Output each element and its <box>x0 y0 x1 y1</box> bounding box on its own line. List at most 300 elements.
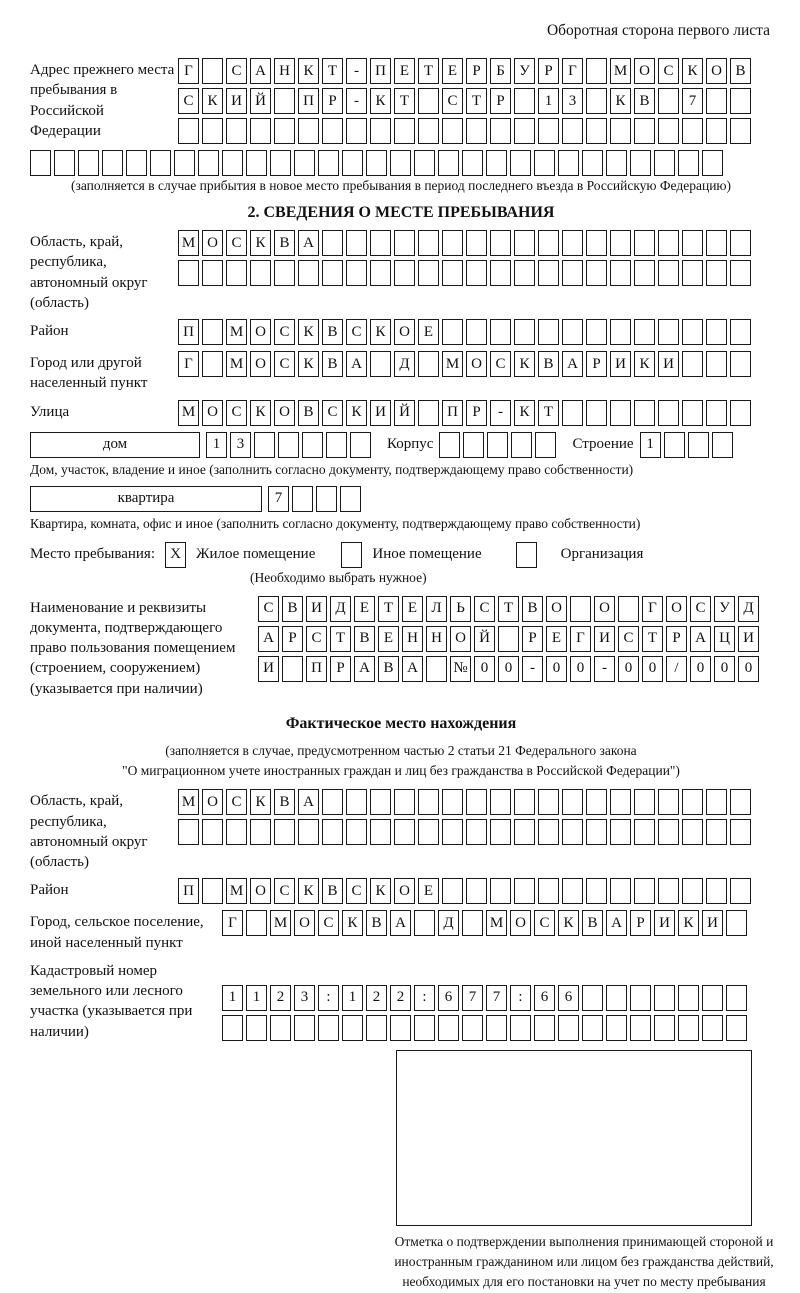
char-cell[interactable] <box>274 118 295 144</box>
char-cell[interactable] <box>702 985 723 1011</box>
char-cell[interactable] <box>126 150 147 176</box>
char-cell[interactable]: - <box>522 656 543 682</box>
char-cell[interactable] <box>198 150 219 176</box>
char-cell[interactable]: 3 <box>230 432 251 458</box>
char-cell[interactable] <box>322 819 343 845</box>
char-cell[interactable] <box>514 260 535 286</box>
char-cell[interactable]: Т <box>466 88 487 114</box>
char-cell[interactable] <box>702 1015 723 1041</box>
char-cell[interactable] <box>462 910 483 936</box>
char-cell[interactable]: М <box>178 230 199 256</box>
char-cell[interactable]: С <box>346 878 367 904</box>
char-cell[interactable]: П <box>306 656 327 682</box>
char-cell[interactable] <box>270 1015 291 1041</box>
char-cell[interactable] <box>654 150 675 176</box>
char-cell[interactable] <box>462 1015 483 1041</box>
char-cell[interactable]: 6 <box>534 985 555 1011</box>
char-cell[interactable] <box>414 1015 435 1041</box>
char-cell[interactable] <box>514 118 535 144</box>
char-cell[interactable]: 0 <box>546 656 567 682</box>
char-cell[interactable]: М <box>442 351 463 377</box>
char-cell[interactable] <box>511 432 532 458</box>
char-cell[interactable]: 2 <box>270 985 291 1011</box>
char-cell[interactable] <box>586 789 607 815</box>
char-cell[interactable]: О <box>450 626 471 652</box>
char-cell[interactable]: П <box>370 58 391 84</box>
char-cell[interactable]: 7 <box>268 486 289 512</box>
char-cell[interactable] <box>682 319 703 345</box>
char-cell[interactable]: О <box>202 789 223 815</box>
char-cell[interactable] <box>298 260 319 286</box>
char-cell[interactable]: И <box>258 656 279 682</box>
char-cell[interactable] <box>730 819 751 845</box>
char-cell[interactable] <box>394 819 415 845</box>
char-cell[interactable]: 7 <box>486 985 507 1011</box>
char-cell[interactable]: О <box>250 319 271 345</box>
char-cell[interactable]: Д <box>330 596 351 622</box>
checkbox-other-premises[interactable] <box>341 542 362 568</box>
char-cell[interactable]: О <box>546 596 567 622</box>
char-cell[interactable]: С <box>618 626 639 652</box>
char-cell[interactable] <box>30 150 51 176</box>
char-cell[interactable]: В <box>274 230 295 256</box>
char-cell[interactable] <box>510 1015 531 1041</box>
char-cell[interactable]: А <box>298 789 319 815</box>
char-cell[interactable]: 0 <box>474 656 495 682</box>
char-cell[interactable]: : <box>510 985 531 1011</box>
char-cell[interactable] <box>438 150 459 176</box>
char-cell[interactable]: К <box>370 319 391 345</box>
char-cell[interactable]: О <box>466 351 487 377</box>
char-cell[interactable]: К <box>250 230 271 256</box>
char-cell[interactable] <box>538 878 559 904</box>
char-cell[interactable] <box>678 985 699 1011</box>
char-cell[interactable] <box>586 88 607 114</box>
char-cell[interactable] <box>514 230 535 256</box>
char-cell[interactable] <box>486 1015 507 1041</box>
char-cell[interactable] <box>678 1015 699 1041</box>
char-cell[interactable] <box>682 260 703 286</box>
char-cell[interactable] <box>390 150 411 176</box>
apartment-type-box[interactable]: квартира <box>30 486 262 512</box>
char-cell[interactable]: К <box>298 319 319 345</box>
char-cell[interactable] <box>370 789 391 815</box>
char-cell[interactable] <box>514 319 535 345</box>
char-cell[interactable]: - <box>346 58 367 84</box>
char-cell[interactable]: М <box>270 910 291 936</box>
char-cell[interactable] <box>292 486 313 512</box>
char-cell[interactable]: С <box>226 58 247 84</box>
char-cell[interactable]: Г <box>570 626 591 652</box>
char-cell[interactable] <box>442 230 463 256</box>
char-cell[interactable]: В <box>366 910 387 936</box>
char-cell[interactable]: К <box>346 400 367 426</box>
char-cell[interactable]: А <box>390 910 411 936</box>
char-cell[interactable] <box>610 230 631 256</box>
char-cell[interactable] <box>730 400 751 426</box>
char-cell[interactable]: А <box>402 656 423 682</box>
char-cell[interactable] <box>610 819 631 845</box>
char-cell[interactable] <box>202 819 223 845</box>
char-cell[interactable]: Р <box>322 88 343 114</box>
char-cell[interactable] <box>562 878 583 904</box>
char-cell[interactable] <box>630 985 651 1011</box>
char-cell[interactable]: С <box>490 351 511 377</box>
char-cell[interactable]: 1 <box>206 432 227 458</box>
char-cell[interactable] <box>178 118 199 144</box>
char-cell[interactable] <box>610 789 631 815</box>
char-cell[interactable]: К <box>298 351 319 377</box>
char-cell[interactable] <box>466 118 487 144</box>
char-cell[interactable]: К <box>370 88 391 114</box>
char-cell[interactable] <box>370 351 391 377</box>
char-cell[interactable] <box>294 150 315 176</box>
char-cell[interactable] <box>730 319 751 345</box>
char-cell[interactable]: П <box>442 400 463 426</box>
char-cell[interactable] <box>586 319 607 345</box>
char-cell[interactable]: Б <box>490 58 511 84</box>
char-cell[interactable] <box>658 878 679 904</box>
char-cell[interactable] <box>490 819 511 845</box>
char-cell[interactable]: В <box>282 596 303 622</box>
house-type-box[interactable]: дом <box>30 432 200 458</box>
char-cell[interactable] <box>442 319 463 345</box>
char-cell[interactable]: Т <box>538 400 559 426</box>
char-cell[interactable]: А <box>346 351 367 377</box>
char-cell[interactable] <box>706 260 727 286</box>
char-cell[interactable] <box>606 150 627 176</box>
char-cell[interactable]: 3 <box>294 985 315 1011</box>
char-cell[interactable] <box>514 819 535 845</box>
char-cell[interactable]: Е <box>442 58 463 84</box>
char-cell[interactable]: В <box>274 789 295 815</box>
char-cell[interactable] <box>538 260 559 286</box>
char-cell[interactable]: М <box>226 319 247 345</box>
char-cell[interactable]: Р <box>522 626 543 652</box>
char-cell[interactable]: Р <box>466 58 487 84</box>
char-cell[interactable] <box>250 118 271 144</box>
char-cell[interactable] <box>730 260 751 286</box>
char-cell[interactable]: М <box>178 400 199 426</box>
char-cell[interactable]: 0 <box>642 656 663 682</box>
char-cell[interactable]: А <box>354 656 375 682</box>
char-cell[interactable] <box>246 150 267 176</box>
char-cell[interactable] <box>490 260 511 286</box>
char-cell[interactable]: С <box>474 596 495 622</box>
char-cell[interactable]: С <box>226 230 247 256</box>
char-cell[interactable]: Й <box>250 88 271 114</box>
char-cell[interactable] <box>442 878 463 904</box>
char-cell[interactable] <box>534 150 555 176</box>
char-cell[interactable] <box>226 260 247 286</box>
char-cell[interactable]: И <box>658 351 679 377</box>
char-cell[interactable] <box>510 150 531 176</box>
char-cell[interactable] <box>658 789 679 815</box>
char-cell[interactable] <box>226 118 247 144</box>
char-cell[interactable]: 0 <box>714 656 735 682</box>
char-cell[interactable]: 1 <box>222 985 243 1011</box>
char-cell[interactable] <box>322 260 343 286</box>
char-cell[interactable]: Г <box>562 58 583 84</box>
char-cell[interactable]: А <box>298 230 319 256</box>
char-cell[interactable] <box>466 230 487 256</box>
char-cell[interactable] <box>322 230 343 256</box>
char-cell[interactable] <box>202 58 223 84</box>
char-cell[interactable]: О <box>202 400 223 426</box>
char-cell[interactable]: / <box>666 656 687 682</box>
char-cell[interactable] <box>462 150 483 176</box>
char-cell[interactable] <box>658 88 679 114</box>
char-cell[interactable] <box>702 150 723 176</box>
char-cell[interactable]: И <box>306 596 327 622</box>
char-cell[interactable]: - <box>346 88 367 114</box>
char-cell[interactable]: С <box>442 88 463 114</box>
char-cell[interactable] <box>538 319 559 345</box>
char-cell[interactable]: О <box>394 319 415 345</box>
char-cell[interactable]: Д <box>738 596 759 622</box>
char-cell[interactable]: 7 <box>462 985 483 1011</box>
char-cell[interactable]: Н <box>274 58 295 84</box>
checkbox-dwelling[interactable]: X <box>165 542 186 568</box>
char-cell[interactable] <box>606 985 627 1011</box>
char-cell[interactable] <box>346 260 367 286</box>
char-cell[interactable]: С <box>274 351 295 377</box>
char-cell[interactable]: А <box>258 626 279 652</box>
char-cell[interactable] <box>294 1015 315 1041</box>
char-cell[interactable] <box>730 88 751 114</box>
char-cell[interactable] <box>346 230 367 256</box>
char-cell[interactable]: К <box>514 400 535 426</box>
char-cell[interactable]: В <box>634 88 655 114</box>
char-cell[interactable] <box>562 260 583 286</box>
char-cell[interactable] <box>586 260 607 286</box>
char-cell[interactable] <box>706 400 727 426</box>
char-cell[interactable]: Ц <box>714 626 735 652</box>
char-cell[interactable]: 1 <box>640 432 661 458</box>
char-cell[interactable]: М <box>226 878 247 904</box>
char-cell[interactable]: Е <box>418 319 439 345</box>
char-cell[interactable]: № <box>450 656 471 682</box>
char-cell[interactable]: Т <box>418 58 439 84</box>
char-cell[interactable] <box>342 150 363 176</box>
char-cell[interactable] <box>706 88 727 114</box>
char-cell[interactable] <box>340 486 361 512</box>
char-cell[interactable] <box>202 319 223 345</box>
char-cell[interactable]: Е <box>402 596 423 622</box>
char-cell[interactable] <box>322 789 343 815</box>
char-cell[interactable]: Р <box>330 656 351 682</box>
char-cell[interactable]: С <box>226 789 247 815</box>
char-cell[interactable] <box>418 260 439 286</box>
char-cell[interactable]: Т <box>498 596 519 622</box>
char-cell[interactable]: М <box>226 351 247 377</box>
char-cell[interactable]: О <box>634 58 655 84</box>
char-cell[interactable] <box>730 351 751 377</box>
char-cell[interactable] <box>102 150 123 176</box>
char-cell[interactable] <box>316 486 337 512</box>
char-cell[interactable] <box>346 118 367 144</box>
char-cell[interactable] <box>390 1015 411 1041</box>
char-cell[interactable]: : <box>318 985 339 1011</box>
char-cell[interactable] <box>274 260 295 286</box>
char-cell[interactable] <box>706 351 727 377</box>
char-cell[interactable] <box>558 150 579 176</box>
char-cell[interactable] <box>682 878 703 904</box>
char-cell[interactable] <box>394 230 415 256</box>
char-cell[interactable] <box>370 260 391 286</box>
char-cell[interactable]: В <box>322 351 343 377</box>
char-cell[interactable] <box>534 1015 555 1041</box>
char-cell[interactable] <box>394 260 415 286</box>
char-cell[interactable] <box>630 150 651 176</box>
char-cell[interactable] <box>586 878 607 904</box>
char-cell[interactable]: 0 <box>738 656 759 682</box>
char-cell[interactable]: П <box>178 319 199 345</box>
char-cell[interactable] <box>463 432 484 458</box>
char-cell[interactable]: 7 <box>682 88 703 114</box>
char-cell[interactable] <box>442 789 463 815</box>
char-cell[interactable] <box>586 118 607 144</box>
char-cell[interactable]: С <box>690 596 711 622</box>
char-cell[interactable] <box>418 118 439 144</box>
char-cell[interactable] <box>586 400 607 426</box>
char-cell[interactable]: У <box>714 596 735 622</box>
char-cell[interactable] <box>370 819 391 845</box>
char-cell[interactable]: А <box>562 351 583 377</box>
char-cell[interactable] <box>712 432 733 458</box>
char-cell[interactable] <box>490 319 511 345</box>
char-cell[interactable] <box>658 118 679 144</box>
char-cell[interactable]: С <box>346 319 367 345</box>
char-cell[interactable] <box>706 789 727 815</box>
char-cell[interactable] <box>606 1015 627 1041</box>
char-cell[interactable] <box>586 819 607 845</box>
char-cell[interactable]: К <box>558 910 579 936</box>
char-cell[interactable] <box>630 1015 651 1041</box>
char-cell[interactable]: Р <box>466 400 487 426</box>
char-cell[interactable]: В <box>582 910 603 936</box>
char-cell[interactable] <box>658 230 679 256</box>
char-cell[interactable] <box>558 1015 579 1041</box>
char-cell[interactable]: С <box>274 319 295 345</box>
char-cell[interactable] <box>586 58 607 84</box>
char-cell[interactable] <box>442 260 463 286</box>
char-cell[interactable]: К <box>250 400 271 426</box>
char-cell[interactable]: Ь <box>450 596 471 622</box>
char-cell[interactable] <box>654 985 675 1011</box>
char-cell[interactable]: : <box>414 985 435 1011</box>
char-cell[interactable] <box>490 878 511 904</box>
char-cell[interactable] <box>282 656 303 682</box>
char-cell[interactable]: О <box>394 878 415 904</box>
char-cell[interactable]: 1 <box>538 88 559 114</box>
char-cell[interactable]: 0 <box>618 656 639 682</box>
checkbox-organization[interactable] <box>516 542 537 568</box>
char-cell[interactable]: Г <box>642 596 663 622</box>
char-cell[interactable] <box>726 910 747 936</box>
char-cell[interactable]: И <box>610 351 631 377</box>
char-cell[interactable]: О <box>594 596 615 622</box>
char-cell[interactable] <box>466 789 487 815</box>
char-cell[interactable] <box>418 819 439 845</box>
char-cell[interactable]: В <box>322 878 343 904</box>
char-cell[interactable]: В <box>298 400 319 426</box>
char-cell[interactable] <box>54 150 75 176</box>
char-cell[interactable]: П <box>298 88 319 114</box>
char-cell[interactable] <box>250 819 271 845</box>
char-cell[interactable]: Е <box>378 626 399 652</box>
char-cell[interactable]: С <box>274 878 295 904</box>
char-cell[interactable]: 0 <box>690 656 711 682</box>
char-cell[interactable] <box>466 319 487 345</box>
char-cell[interactable]: И <box>738 626 759 652</box>
char-cell[interactable] <box>150 150 171 176</box>
char-cell[interactable] <box>562 819 583 845</box>
char-cell[interactable] <box>370 230 391 256</box>
char-cell[interactable] <box>538 789 559 815</box>
char-cell[interactable] <box>634 118 655 144</box>
char-cell[interactable] <box>394 789 415 815</box>
char-cell[interactable] <box>582 150 603 176</box>
char-cell[interactable] <box>658 819 679 845</box>
char-cell[interactable]: К <box>250 789 271 815</box>
char-cell[interactable] <box>466 878 487 904</box>
char-cell[interactable] <box>490 118 511 144</box>
char-cell[interactable] <box>582 1015 603 1041</box>
char-cell[interactable]: 2 <box>390 985 411 1011</box>
char-cell[interactable] <box>202 878 223 904</box>
char-cell[interactable] <box>366 1015 387 1041</box>
char-cell[interactable]: Р <box>666 626 687 652</box>
char-cell[interactable]: В <box>354 626 375 652</box>
char-cell[interactable] <box>414 910 435 936</box>
char-cell[interactable] <box>322 118 343 144</box>
char-cell[interactable] <box>250 260 271 286</box>
char-cell[interactable] <box>178 819 199 845</box>
char-cell[interactable]: С <box>318 910 339 936</box>
char-cell[interactable] <box>654 1015 675 1041</box>
char-cell[interactable]: К <box>682 58 703 84</box>
char-cell[interactable]: М <box>178 789 199 815</box>
char-cell[interactable] <box>486 150 507 176</box>
char-cell[interactable] <box>706 878 727 904</box>
char-cell[interactable] <box>535 432 556 458</box>
char-cell[interactable]: С <box>534 910 555 936</box>
char-cell[interactable]: О <box>202 230 223 256</box>
char-cell[interactable]: О <box>274 400 295 426</box>
char-cell[interactable]: О <box>706 58 727 84</box>
char-cell[interactable] <box>562 230 583 256</box>
char-cell[interactable] <box>418 400 439 426</box>
char-cell[interactable] <box>370 118 391 144</box>
char-cell[interactable] <box>178 260 199 286</box>
char-cell[interactable] <box>610 319 631 345</box>
char-cell[interactable]: С <box>306 626 327 652</box>
char-cell[interactable]: О <box>250 351 271 377</box>
char-cell[interactable]: М <box>486 910 507 936</box>
char-cell[interactable]: К <box>298 58 319 84</box>
char-cell[interactable]: О <box>510 910 531 936</box>
char-cell[interactable]: 3 <box>562 88 583 114</box>
char-cell[interactable] <box>730 230 751 256</box>
char-cell[interactable]: Т <box>322 58 343 84</box>
char-cell[interactable]: В <box>378 656 399 682</box>
char-cell[interactable]: С <box>658 58 679 84</box>
char-cell[interactable] <box>730 789 751 815</box>
char-cell[interactable]: 0 <box>570 656 591 682</box>
char-cell[interactable]: Т <box>330 626 351 652</box>
char-cell[interactable]: А <box>606 910 627 936</box>
